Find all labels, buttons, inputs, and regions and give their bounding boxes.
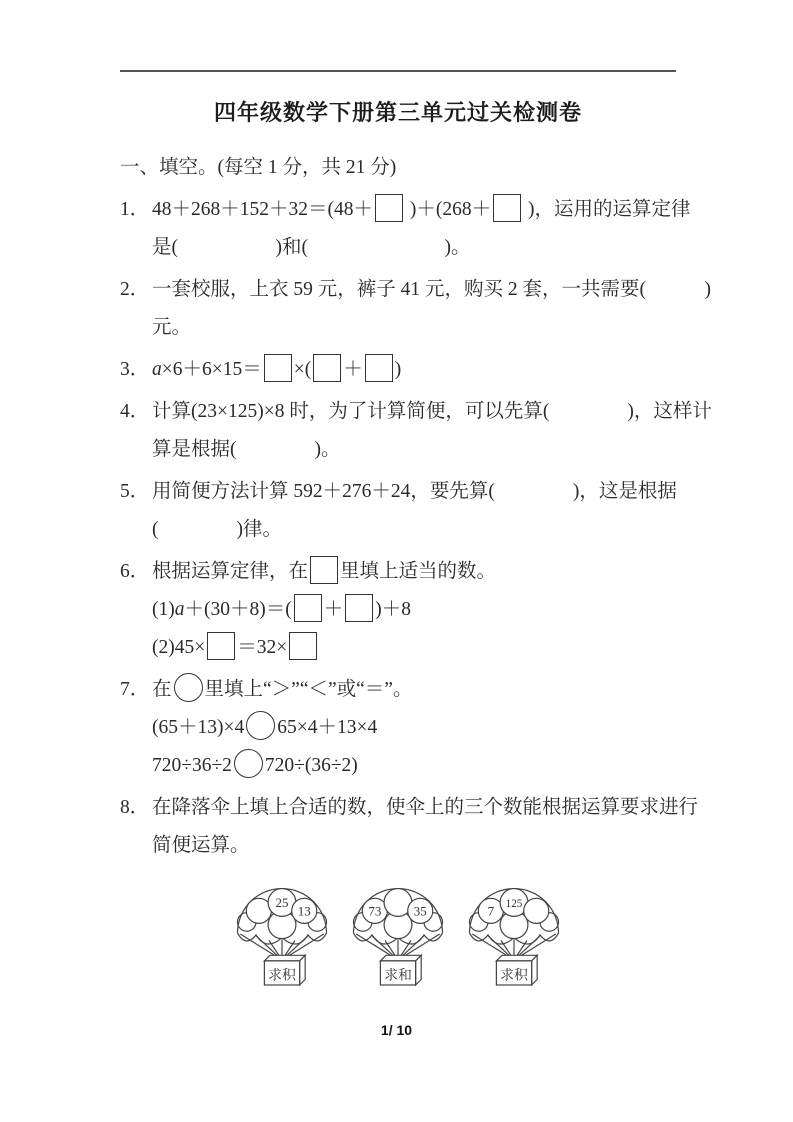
text-run: )＋8 <box>375 599 411 620</box>
parachute-figure <box>347 875 449 993</box>
question-2 <box>120 271 711 347</box>
text-run: ×( <box>293 359 312 380</box>
text-run: 里填上适当的数。 <box>340 561 497 582</box>
text-run: ＋(30＋8)＝( <box>184 599 292 620</box>
question-line: 简便运算。 <box>152 835 250 856</box>
parachute-number: 13 <box>297 903 311 919</box>
question-number: 4． <box>120 401 150 422</box>
text-run: ＋ <box>323 599 344 620</box>
page-content <box>120 0 712 993</box>
question-number: 3． <box>120 359 150 380</box>
question-line <box>152 671 676 709</box>
cargo-box-label: 求和 <box>384 968 412 984</box>
question-subline-1 <box>152 591 676 629</box>
parachute-figure <box>463 875 565 993</box>
text-run: ) <box>394 359 402 380</box>
question-line: 计算(23×125)×8 时，为了计算简便，可以先算( )，这样计 <box>152 401 712 422</box>
text-run: ×6＋6×15＝ <box>161 359 262 380</box>
question-body <box>152 473 677 549</box>
answer-box <box>365 354 393 382</box>
question-line: 是( )和( )。 <box>152 237 471 258</box>
cargo-box-label: 求积 <box>268 968 296 984</box>
variable-a: a <box>152 359 162 380</box>
question-line: 算是根据( )。 <box>152 439 341 460</box>
question-line: 一套校服，上衣 59 元，裤子 41 元，购买 2 套，一共需要( ) <box>152 279 711 300</box>
question-line: 元。 <box>152 317 192 338</box>
text-run: ＋ <box>343 359 363 380</box>
parachute-figures <box>120 875 676 993</box>
question-3 <box>120 351 676 389</box>
question-line: 在降落伞上填上合适的数，使伞上的三个数能根据运算要求进行 <box>152 797 699 818</box>
compare-line-1 <box>152 709 676 747</box>
question-number: 1． <box>120 199 150 220</box>
answer-box <box>207 632 235 660</box>
question-6 <box>120 553 676 667</box>
parachute-svg <box>231 875 333 993</box>
text-run: (65＋13)×4 <box>152 717 245 738</box>
question-4 <box>120 393 712 469</box>
answer-box <box>264 354 292 382</box>
cargo-box-label: 求积 <box>500 968 528 984</box>
question-line <box>152 553 676 591</box>
text-run: 在 <box>152 679 172 700</box>
question-8 <box>120 789 699 865</box>
question-5 <box>120 473 676 549</box>
parachute-number: 73 <box>368 903 382 919</box>
text-run: )＋(268＋ <box>405 199 492 220</box>
question-body <box>152 553 676 667</box>
question-line: ( )律。 <box>152 519 282 540</box>
question-number: 7． <box>120 679 150 700</box>
text-run: 65×4＋13×4 <box>277 717 378 738</box>
text-run: )，运用的运算定律 <box>523 199 691 220</box>
question-1 <box>120 191 691 267</box>
text-run: 720÷(36÷2) <box>264 755 358 776</box>
page-title: 四年级数学下册第三单元过关检测卷 <box>213 100 582 125</box>
answer-box <box>313 354 341 382</box>
number-circle <box>524 898 549 923</box>
answer-box <box>493 194 521 222</box>
question-number: 5． <box>120 481 150 502</box>
text-run: 48＋268＋152＋32＝(48＋ <box>152 199 373 220</box>
variable-a: a <box>174 599 185 620</box>
question-subline-2 <box>152 629 676 667</box>
text-run: (1) <box>152 599 175 620</box>
parachute-number: 125 <box>505 898 523 911</box>
answer-box <box>294 594 322 622</box>
text-run: 里填上“＞”“＜”或“＝”。 <box>204 679 413 700</box>
header-rule <box>120 70 676 72</box>
question-body <box>152 271 711 347</box>
parachute-number: 7 <box>487 903 495 919</box>
text-run: 根据运算定律，在 <box>152 561 309 582</box>
section-heading: 一、填空。(每空 1 分，共 21 分) <box>120 157 397 178</box>
text-run: ＝32× <box>237 637 288 658</box>
parachute-svg <box>463 875 565 993</box>
parachute-svg <box>347 875 449 993</box>
question-body <box>152 789 698 865</box>
compare-circle <box>174 673 203 702</box>
answer-box <box>345 594 373 622</box>
question-number: 8． <box>120 797 150 818</box>
text-run: 720÷36÷2 <box>152 755 232 776</box>
question-line: 用简便方法计算 592＋276＋24，要先算( )，这是根据 <box>152 481 677 502</box>
text-run: (2)45× <box>152 637 206 658</box>
compare-circle <box>246 711 275 740</box>
question-number: 6． <box>120 561 150 582</box>
page-number: 1/ 10 <box>380 1022 413 1038</box>
question-number: 2． <box>120 279 150 300</box>
answer-box <box>289 632 317 660</box>
parachute-number: 25 <box>275 895 289 911</box>
parachute-number: 35 <box>413 903 427 919</box>
question-line <box>152 351 676 389</box>
compare-line-2 <box>152 747 676 785</box>
parachute-figure <box>231 875 333 993</box>
question-7 <box>120 671 676 785</box>
question-body <box>152 671 676 785</box>
question-line <box>152 191 691 229</box>
answer-box <box>310 556 338 584</box>
question-body <box>152 393 712 469</box>
question-body <box>152 351 676 389</box>
compare-circle <box>234 749 263 778</box>
question-body <box>152 191 691 267</box>
answer-box <box>375 194 403 222</box>
